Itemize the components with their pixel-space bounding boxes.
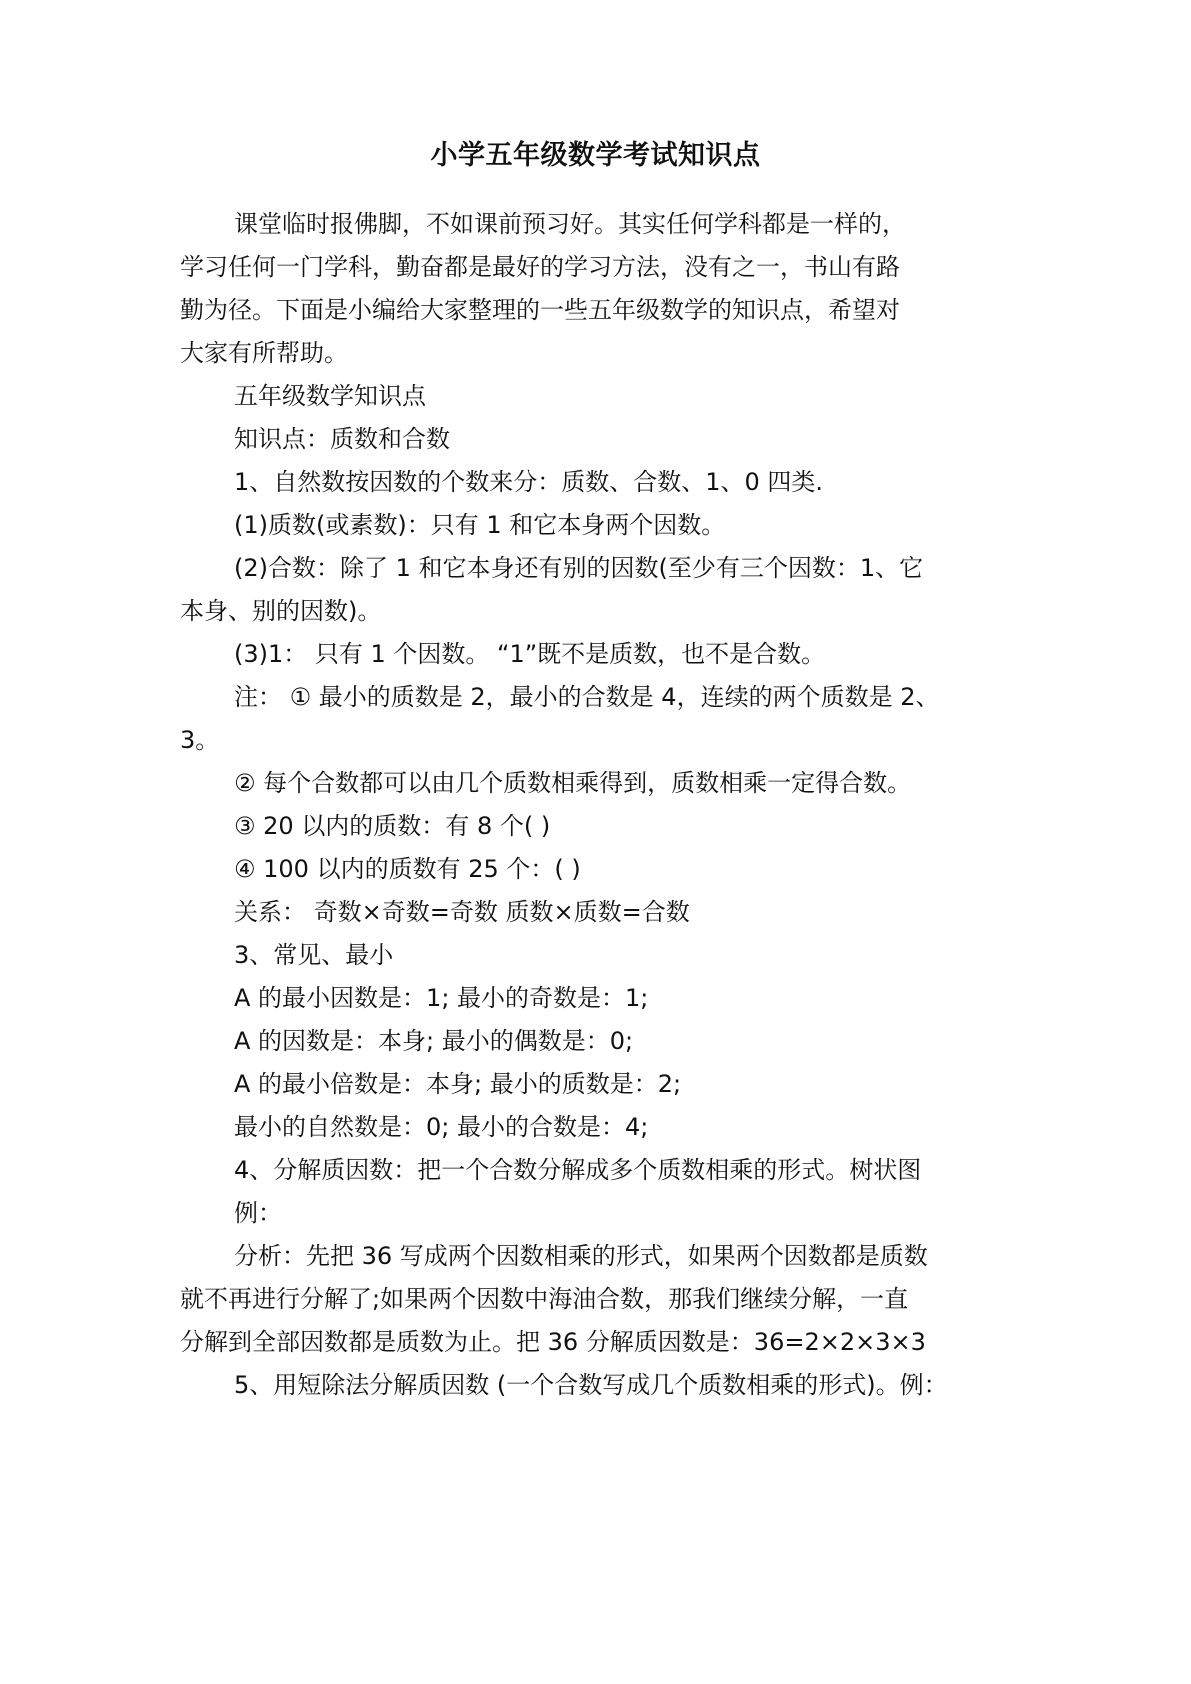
paragraph-line: 注： ① 最小的质数是 2，最小的合数是 4，连续的两个质数是 2、 [234,683,940,711]
paragraph-line: 分析：先把 36 写成两个因数相乘的形式，如果两个因数都是质数 [234,1242,928,1270]
paragraph-line: 学习任何一门学科，勤奋都是最好的学习方法，没有之一，书山有路 [180,253,900,281]
paragraph-line: ④ 100 以内的质数有 25 个：( ) [234,855,581,883]
paragraph-line: 关系： 奇数×奇数=奇数 质数×质数=合数 [234,898,690,926]
paragraph-line: (3)1： 只有 1 个因数。 “1”既不是质数，也不是合数。 [234,640,826,668]
paragraph-line: A 的最小倍数是：本身; 最小的质数是：2; [234,1070,682,1098]
paragraph-line: 课堂临时报佛脚，不如课前预习好。其实任何学科都是一样的， [234,210,906,238]
paragraph-line: ③ 20 以内的质数：有 8 个( ) [234,812,551,840]
section-heading: 五年级数学知识点 [234,382,426,410]
paragraph-line: 1、自然数按因数的个数来分：质数、合数、1、0 四类. [234,468,824,496]
paragraph-line: (2)合数：除了 1 和它本身还有别的因数(至少有三个因数：1、它 [234,554,924,582]
paragraph-line: ② 每个合数都可以由几个质数相乘得到，质数相乘一定得合数。 [234,769,912,797]
paragraph-line: 分解到全部因数都是质数为止。把 36 分解质因数是：36=2×2×3×3 [180,1328,926,1356]
section-heading: 知识点：质数和合数 [234,425,450,453]
paragraph-line: 3、常见、最小 [234,941,394,969]
paragraph-line: 3。 [180,726,220,754]
paragraph-line: (1)质数(或素数)：只有 1 和它本身两个因数。 [234,511,726,539]
paragraph-line: A 的最小因数是：1; 最小的奇数是：1; [234,984,649,1012]
paragraph-line: 本身、别的因数)。 [180,597,382,625]
paragraph-line: 4、分解质因数：把一个合数分解成多个质数相乘的形式。树状图 [234,1156,922,1184]
paragraph-line: 5、用短除法分解质因数 (一个合数写成几个质数相乘的形式)。例： [234,1371,948,1399]
paragraph-line: 就不再进行分解了;如果两个因数中海油合数，那我们继续分解，一直 [180,1285,909,1313]
paragraph-line: 例： [234,1199,282,1227]
paragraph-line: 最小的自然数是：0; 最小的合数是：4; [234,1113,649,1141]
page-title: 小学五年级数学考试知识点 [430,140,761,171]
paragraph-line: 大家有所帮助。 [180,339,348,367]
paragraph-line: A 的因数是：本身; 最小的偶数是：0; [234,1027,634,1055]
paragraph-line: 勤为径。下面是小编给大家整理的一些五年级数学的知识点，希望对 [180,296,900,324]
